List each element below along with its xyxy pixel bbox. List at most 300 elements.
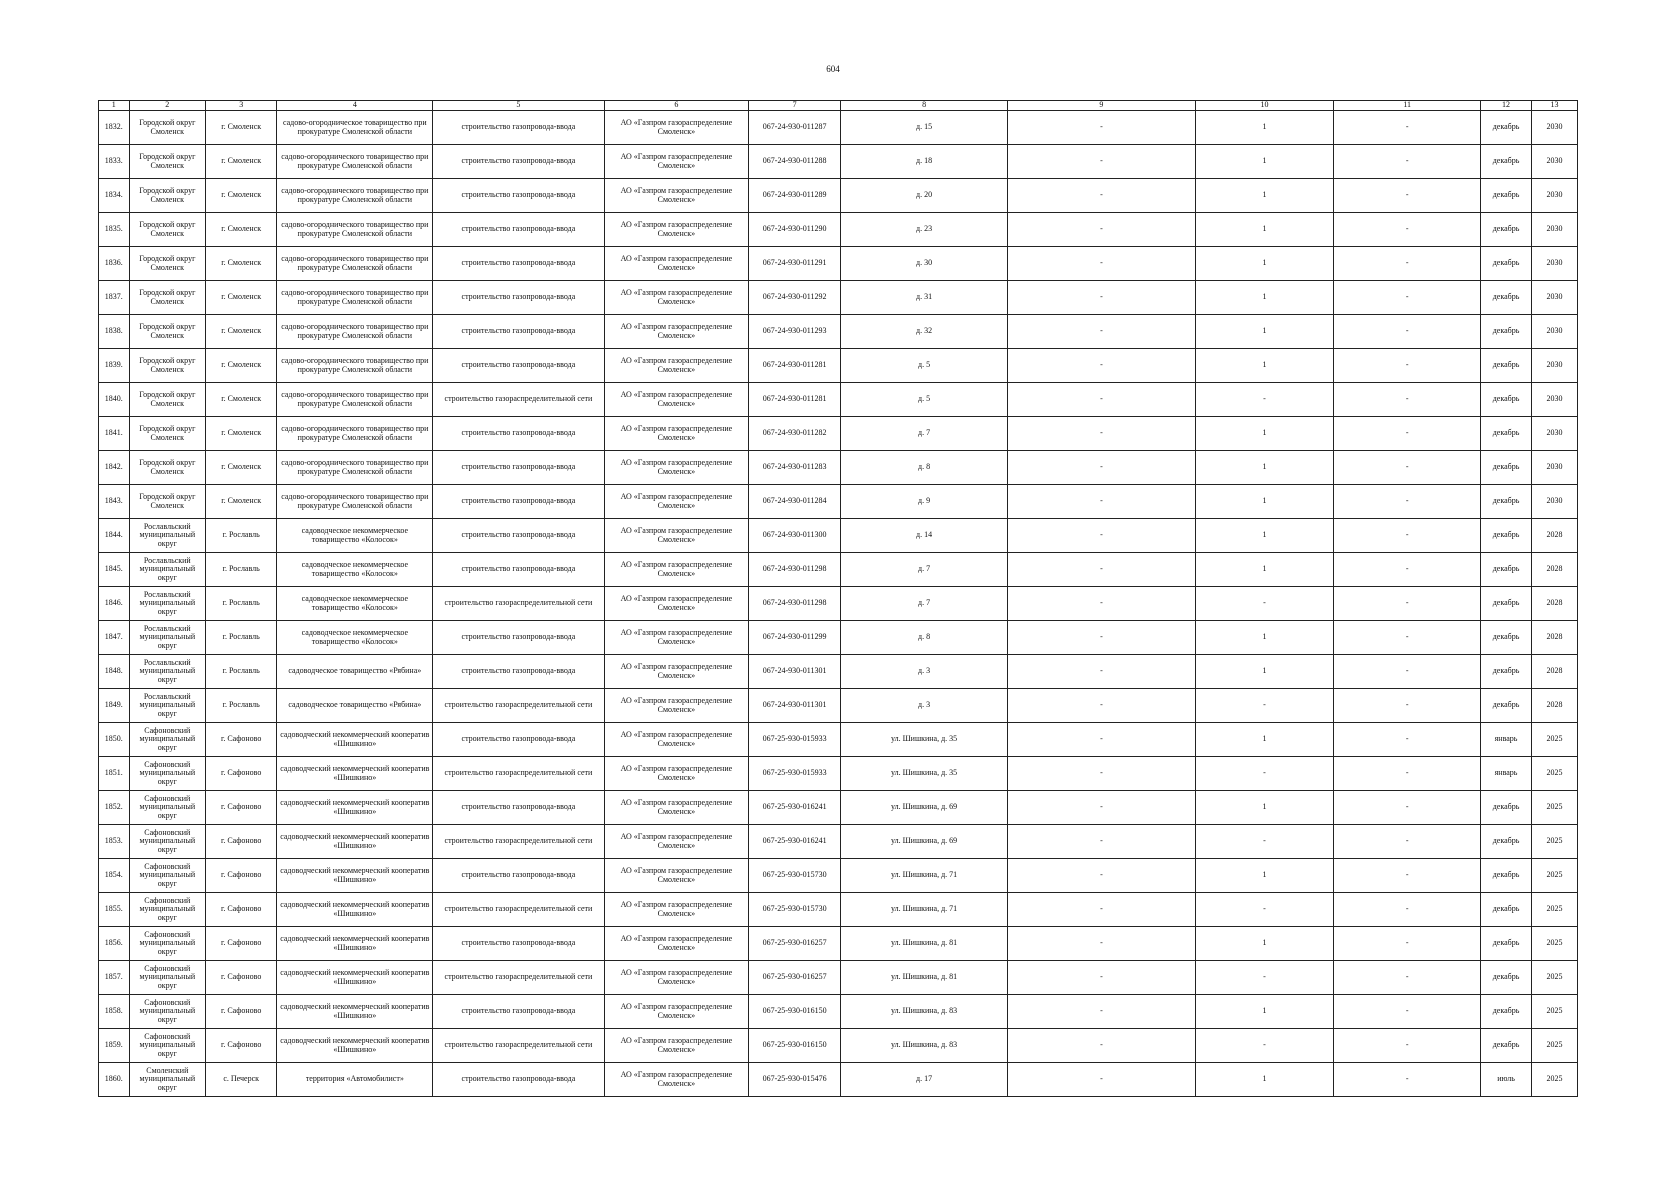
table-cell: 067-25-930-016150 (749, 995, 841, 1029)
table-cell: Рославльский муниципальный округ (129, 655, 205, 689)
table-cell: - (1195, 757, 1334, 791)
table-cell: садово-огороднического товарищество при прокуратуре Смоленской области (277, 417, 433, 451)
table-cell: строительство газопровода-ввода (433, 1063, 604, 1097)
table-cell: строительство газопровода-ввода (433, 655, 604, 689)
table-cell: - (1008, 417, 1196, 451)
table-cell: - (1008, 213, 1196, 247)
table-cell: - (1334, 145, 1481, 179)
table-row (99, 587, 1578, 621)
table-row (99, 893, 1578, 927)
table-cell: г. Смоленск (206, 111, 277, 145)
table-cell: 2030 (1532, 485, 1578, 519)
table-cell: - (1334, 1029, 1481, 1063)
table-cell: АО «Газпром газораспределение Смоленск» (604, 485, 749, 519)
table-cell: Городской округ Смоленск (129, 179, 205, 213)
table-cell: 067-24-930-011288 (749, 145, 841, 179)
table-cell: строительство газораспределительной сети (433, 587, 604, 621)
table-cell: - (1334, 893, 1481, 927)
table-row (99, 553, 1578, 587)
table-cell: - (1195, 383, 1334, 417)
table-cell: - (1008, 893, 1196, 927)
table-cell: - (1008, 689, 1196, 723)
table-cell: 2025 (1532, 1063, 1578, 1097)
table-cell: декабрь (1481, 417, 1532, 451)
table-cell: 1842. (99, 451, 130, 485)
table-cell: Городской округ Смоленск (129, 485, 205, 519)
table-cell: садоводческий некоммерческий кооператив «Шишкино» (277, 995, 433, 1029)
table-cell: 1 (1195, 621, 1334, 655)
table-cell: - (1334, 451, 1481, 485)
table-cell: 067-24-930-011281 (749, 349, 841, 383)
table-cell: 067-25-930-015730 (749, 893, 841, 927)
table-cell: 1837. (99, 281, 130, 315)
table-cell: АО «Газпром газораспределение Смоленск» (604, 247, 749, 281)
table-cell: д. 17 (841, 1063, 1008, 1097)
table-cell: 2028 (1532, 587, 1578, 621)
table-cell: г. Смоленск (206, 145, 277, 179)
table-cell: 2030 (1532, 383, 1578, 417)
table-cell: 067-24-930-011291 (749, 247, 841, 281)
table-row (99, 213, 1578, 247)
table-cell: - (1008, 859, 1196, 893)
table-cell: - (1008, 723, 1196, 757)
table-cell: - (1008, 621, 1196, 655)
table-cell: - (1334, 213, 1481, 247)
table-row (99, 1029, 1578, 1063)
table-cell: - (1195, 587, 1334, 621)
table-cell: строительство газопровода-ввода (433, 791, 604, 825)
table-cell: 067-24-930-011282 (749, 417, 841, 451)
table-cell: - (1334, 995, 1481, 1029)
table-cell: садово-огороднического товарищество при прокуратуре Смоленской области (277, 145, 433, 179)
column-header: 5 (433, 101, 604, 111)
table-cell: АО «Газпром газораспределение Смоленск» (604, 383, 749, 417)
table-cell: 067-24-930-011283 (749, 451, 841, 485)
table-cell: - (1195, 689, 1334, 723)
table-cell: декабрь (1481, 893, 1532, 927)
table-cell: г. Смоленск (206, 213, 277, 247)
table-cell: 067-25-930-015730 (749, 859, 841, 893)
table-cell: садово-огороднического товарищество при прокуратуре Смоленской области (277, 349, 433, 383)
table-cell: 2025 (1532, 961, 1578, 995)
table-cell: 1856. (99, 927, 130, 961)
table-cell: АО «Газпром газораспределение Смоленск» (604, 281, 749, 315)
table-cell: АО «Газпром газораспределение Смоленск» (604, 893, 749, 927)
table-cell: д. 3 (841, 689, 1008, 723)
table-cell: г. Смоленск (206, 281, 277, 315)
table-cell: 1847. (99, 621, 130, 655)
table-cell: Сафоновский муниципальный округ (129, 995, 205, 1029)
table-cell: Смоленский муниципальный округ (129, 1063, 205, 1097)
table-row (99, 1063, 1578, 1097)
table-cell: Городской округ Смоленск (129, 111, 205, 145)
table-cell: - (1008, 451, 1196, 485)
table-cell: ул. Шишкина, д. 81 (841, 927, 1008, 961)
table-cell: декабрь (1481, 655, 1532, 689)
table-cell: ул. Шишкина, д. 83 (841, 995, 1008, 1029)
table-cell: 2030 (1532, 111, 1578, 145)
table-cell: г. Сафоново (206, 791, 277, 825)
table-cell: д. 5 (841, 349, 1008, 383)
column-header: 10 (1195, 101, 1334, 111)
table-cell: декабрь (1481, 791, 1532, 825)
table-cell: строительство газопровода-ввода (433, 349, 604, 383)
table-cell: декабрь (1481, 1029, 1532, 1063)
table-cell: 1840. (99, 383, 130, 417)
table-cell: садоводческое некоммерческое товарищество «Колосок» (277, 519, 433, 553)
column-header: 12 (1481, 101, 1532, 111)
table-cell: - (1334, 417, 1481, 451)
table-cell: строительство газопровода-ввода (433, 621, 604, 655)
table-cell: 1 (1195, 417, 1334, 451)
column-header: 4 (277, 101, 433, 111)
table-cell: 2025 (1532, 791, 1578, 825)
table-cell: 1845. (99, 553, 130, 587)
table-cell: АО «Газпром газораспределение Смоленск» (604, 315, 749, 349)
column-header: 13 (1532, 101, 1578, 111)
table-cell: 067-24-930-011293 (749, 315, 841, 349)
table-cell: г. Смоленск (206, 485, 277, 519)
table-cell: г. Сафоново (206, 859, 277, 893)
table-cell: д. 14 (841, 519, 1008, 553)
table-cell: - (1334, 383, 1481, 417)
table-cell: январь (1481, 757, 1532, 791)
table-cell: АО «Газпром газораспределение Смоленск» (604, 825, 749, 859)
table-cell: г. Рославль (206, 655, 277, 689)
table-row (99, 859, 1578, 893)
table-cell: декабрь (1481, 383, 1532, 417)
table-cell: АО «Газпром газораспределение Смоленск» (604, 689, 749, 723)
table-cell: г. Рославль (206, 587, 277, 621)
table-row (99, 961, 1578, 995)
table-cell: декабрь (1481, 315, 1532, 349)
column-header: 2 (129, 101, 205, 111)
table-cell: 2030 (1532, 145, 1578, 179)
table-cell: ул. Шишкина, д. 69 (841, 825, 1008, 859)
table-row (99, 111, 1578, 145)
table-cell: - (1334, 655, 1481, 689)
column-header: 7 (749, 101, 841, 111)
table-cell: 1 (1195, 315, 1334, 349)
table-cell: АО «Газпром газораспределение Смоленск» (604, 655, 749, 689)
table-cell: Сафоновский муниципальный округ (129, 859, 205, 893)
table-row (99, 315, 1578, 349)
table-cell: - (1334, 621, 1481, 655)
table-row (99, 485, 1578, 519)
table-cell: АО «Газпром газораспределение Смоленск» (604, 961, 749, 995)
table-cell: садово-огороднического товарищество при прокуратуре Смоленской области (277, 315, 433, 349)
table-cell: - (1334, 315, 1481, 349)
table-cell: строительство газопровода-ввода (433, 451, 604, 485)
table-cell: 2030 (1532, 315, 1578, 349)
table-cell: 2028 (1532, 553, 1578, 587)
table-cell: 1 (1195, 485, 1334, 519)
table-cell: - (1334, 587, 1481, 621)
table-cell: 1 (1195, 349, 1334, 383)
table-cell: 1858. (99, 995, 130, 1029)
table-cell: - (1008, 247, 1196, 281)
table-cell: 1832. (99, 111, 130, 145)
table-cell: строительство газопровода-ввода (433, 995, 604, 1029)
table-cell: 1 (1195, 213, 1334, 247)
table-cell: 1846. (99, 587, 130, 621)
table-cell: 067-25-930-016257 (749, 927, 841, 961)
table-cell: строительство газораспределительной сети (433, 961, 604, 995)
table-cell: 2025 (1532, 995, 1578, 1029)
table-cell: АО «Газпром газораспределение Смоленск» (604, 145, 749, 179)
table-cell: - (1008, 315, 1196, 349)
table-cell: 1 (1195, 247, 1334, 281)
table-cell: Рославльский муниципальный округ (129, 553, 205, 587)
table-cell: 2028 (1532, 655, 1578, 689)
table-cell: 2030 (1532, 247, 1578, 281)
table-cell: садоводческий некоммерческий кооператив «Шишкино» (277, 791, 433, 825)
table-cell: - (1008, 553, 1196, 587)
table-cell: д. 9 (841, 485, 1008, 519)
table-cell: 067-24-930-011298 (749, 553, 841, 587)
table-cell: строительство газопровода-ввода (433, 145, 604, 179)
table-cell: 067-24-930-011281 (749, 383, 841, 417)
table-cell: - (1008, 587, 1196, 621)
table-cell: декабрь (1481, 451, 1532, 485)
table-cell: 067-24-930-011287 (749, 111, 841, 145)
table-cell: 2025 (1532, 893, 1578, 927)
table-cell: 2030 (1532, 281, 1578, 315)
table-cell: - (1008, 995, 1196, 1029)
table-cell: декабрь (1481, 689, 1532, 723)
table-cell: 1 (1195, 995, 1334, 1029)
table-cell: садово-огородническое товарищество при прокуратуре Смоленской области (277, 111, 433, 145)
table-cell: садоводческое некоммерческое товарищество «Колосок» (277, 553, 433, 587)
table-cell: 1 (1195, 145, 1334, 179)
table-cell: 2030 (1532, 179, 1578, 213)
table-cell: - (1195, 893, 1334, 927)
table-cell: 1843. (99, 485, 130, 519)
table-cell: садово-огороднического товарищество при прокуратуре Смоленской области (277, 485, 433, 519)
table-cell: - (1008, 927, 1196, 961)
table-cell: садоводческое некоммерческое товарищество «Колосок» (277, 621, 433, 655)
table-cell: 067-24-930-011300 (749, 519, 841, 553)
table-cell: строительство газопровода-ввода (433, 927, 604, 961)
column-header: 11 (1334, 101, 1481, 111)
table-cell: - (1334, 281, 1481, 315)
table-cell: 2030 (1532, 417, 1578, 451)
table-cell: 2025 (1532, 927, 1578, 961)
table-cell: ул. Шишкина, д. 83 (841, 1029, 1008, 1063)
table-cell: - (1008, 111, 1196, 145)
table-cell: садово-огороднического товарищество при прокуратуре Смоленской области (277, 179, 433, 213)
table-cell: 067-24-930-011290 (749, 213, 841, 247)
table-cell: - (1195, 961, 1334, 995)
table-cell: 2028 (1532, 621, 1578, 655)
table-cell: ул. Шишкина, д. 69 (841, 791, 1008, 825)
table-cell: территория «Автомобилист» (277, 1063, 433, 1097)
table-cell: декабрь (1481, 179, 1532, 213)
table-row (99, 927, 1578, 961)
column-header: 6 (604, 101, 749, 111)
table-cell: 067-25-930-015476 (749, 1063, 841, 1097)
table-cell: Городской округ Смоленск (129, 383, 205, 417)
table-cell: строительство газопровода-ввода (433, 315, 604, 349)
table-cell: д. 32 (841, 315, 1008, 349)
table-cell: Сафоновский муниципальный округ (129, 961, 205, 995)
table-cell: 067-24-930-011298 (749, 587, 841, 621)
table-cell: - (1334, 111, 1481, 145)
table-row (99, 757, 1578, 791)
table-cell: 067-25-930-015933 (749, 757, 841, 791)
table-cell: - (1008, 179, 1196, 213)
table-cell: г. Сафоново (206, 961, 277, 995)
table-cell: АО «Газпром газораспределение Смоленск» (604, 179, 749, 213)
table-cell: Сафоновский муниципальный округ (129, 757, 205, 791)
table-cell: декабрь (1481, 927, 1532, 961)
table-cell: 1 (1195, 1063, 1334, 1097)
table-cell: д. 7 (841, 417, 1008, 451)
table-cell: - (1334, 349, 1481, 383)
table-cell: 2025 (1532, 1029, 1578, 1063)
table-cell: июль (1481, 1063, 1532, 1097)
table-cell: 2025 (1532, 723, 1578, 757)
table-cell: 1839. (99, 349, 130, 383)
table-cell: Сафоновский муниципальный округ (129, 927, 205, 961)
table-cell: г. Смоленск (206, 247, 277, 281)
table-row (99, 995, 1578, 1029)
table-cell: садоводческий некоммерческий кооператив «Шишкино» (277, 927, 433, 961)
table-cell: 2025 (1532, 859, 1578, 893)
table-cell: г. Рославль (206, 553, 277, 587)
table-cell: АО «Газпром газораспределение Смоленск» (604, 1029, 749, 1063)
table-cell: 1 (1195, 859, 1334, 893)
table-cell: - (1334, 961, 1481, 995)
table-row (99, 179, 1578, 213)
table-row (99, 417, 1578, 451)
table-cell: д. 3 (841, 655, 1008, 689)
table-cell: 1 (1195, 927, 1334, 961)
table-cell: ул. Шишкина, д. 35 (841, 757, 1008, 791)
table-cell: Городской округ Смоленск (129, 451, 205, 485)
table-cell: Городской округ Смоленск (129, 315, 205, 349)
table-cell: г. Смоленск (206, 179, 277, 213)
table-cell: г. Смоленск (206, 451, 277, 485)
table-cell: ул. Шишкина, д. 71 (841, 859, 1008, 893)
table-cell: декабрь (1481, 825, 1532, 859)
table-cell: г. Рославль (206, 519, 277, 553)
table-cell: садово-огороднического товарищество при прокуратуре Смоленской области (277, 247, 433, 281)
table-cell: 067-24-930-011289 (749, 179, 841, 213)
table-cell: строительство газораспределительной сети (433, 825, 604, 859)
table-row (99, 451, 1578, 485)
table-cell: АО «Газпром газораспределение Смоленск» (604, 859, 749, 893)
table-cell: строительство газопровода-ввода (433, 281, 604, 315)
table-cell: г. Сафоново (206, 723, 277, 757)
table-cell: д. 7 (841, 587, 1008, 621)
table-cell: - (1334, 791, 1481, 825)
table-cell: - (1008, 1029, 1196, 1063)
table-cell: - (1334, 247, 1481, 281)
table-cell: декабрь (1481, 519, 1532, 553)
table-cell: Городской округ Смоленск (129, 213, 205, 247)
table-row (99, 621, 1578, 655)
table-cell: декабрь (1481, 995, 1532, 1029)
table-cell: Городской округ Смоленск (129, 417, 205, 451)
table-cell: садоводческий некоммерческий кооператив «Шишкино» (277, 961, 433, 995)
table-cell: Сафоновский муниципальный округ (129, 825, 205, 859)
table-cell: 1833. (99, 145, 130, 179)
table-cell: ул. Шишкина, д. 35 (841, 723, 1008, 757)
table-cell: 1835. (99, 213, 130, 247)
table-cell: 1 (1195, 655, 1334, 689)
table-cell: - (1008, 485, 1196, 519)
table-header (99, 101, 1578, 111)
table-cell: АО «Газпром газораспределение Смоленск» (604, 111, 749, 145)
table-cell: 067-24-930-011284 (749, 485, 841, 519)
table-cell: - (1334, 519, 1481, 553)
table-cell: 067-24-930-011292 (749, 281, 841, 315)
table-cell: 1838. (99, 315, 130, 349)
table-cell: - (1334, 179, 1481, 213)
table-cell: 2025 (1532, 757, 1578, 791)
table-cell: - (1334, 1063, 1481, 1097)
table-row (99, 825, 1578, 859)
table-cell: декабрь (1481, 349, 1532, 383)
table-cell: - (1008, 281, 1196, 315)
table-row (99, 247, 1578, 281)
table-cell: Городской округ Смоленск (129, 349, 205, 383)
table-row (99, 349, 1578, 383)
table-cell: 1859. (99, 1029, 130, 1063)
table-row (99, 383, 1578, 417)
table-cell: Городской округ Смоленск (129, 247, 205, 281)
table-cell: декабрь (1481, 621, 1532, 655)
table-cell: - (1008, 349, 1196, 383)
table-cell: строительство газопровода-ввода (433, 723, 604, 757)
table-cell: с. Печерск (206, 1063, 277, 1097)
table-cell: АО «Газпром газораспределение Смоленск» (604, 621, 749, 655)
table-cell: 067-25-930-016150 (749, 1029, 841, 1063)
table-cell: Городской округ Смоленск (129, 281, 205, 315)
table-cell: 1 (1195, 723, 1334, 757)
table-cell: 1860. (99, 1063, 130, 1097)
table-row (99, 791, 1578, 825)
table-cell: 2028 (1532, 519, 1578, 553)
table-cell: - (1008, 791, 1196, 825)
table-cell: д. 23 (841, 213, 1008, 247)
table-cell: г. Рославль (206, 689, 277, 723)
table-cell: 1844. (99, 519, 130, 553)
table-cell: строительство газопровода-ввода (433, 111, 604, 145)
table-cell: садово-огороднического товарищество при прокуратуре Смоленской области (277, 383, 433, 417)
table-cell: АО «Газпром газораспределение Смоленск» (604, 995, 749, 1029)
table-cell: садоводческий некоммерческий кооператив «Шишкино» (277, 893, 433, 927)
table-cell: Сафоновский муниципальный округ (129, 723, 205, 757)
table-cell: садоводческое некоммерческое товарищество «Колосок» (277, 587, 433, 621)
table-cell: 2025 (1532, 825, 1578, 859)
table-cell: г. Сафоново (206, 825, 277, 859)
table-cell: д. 18 (841, 145, 1008, 179)
table-cell: 1850. (99, 723, 130, 757)
table-cell: - (1334, 689, 1481, 723)
table-row (99, 655, 1578, 689)
table-cell: 1 (1195, 111, 1334, 145)
table-cell: АО «Газпром газораспределение Смоленск» (604, 587, 749, 621)
table-cell: 1 (1195, 179, 1334, 213)
table-cell: строительство газопровода-ввода (433, 859, 604, 893)
table-cell: 1 (1195, 451, 1334, 485)
table-cell: строительство газораспределительной сети (433, 383, 604, 417)
table-cell: 2030 (1532, 349, 1578, 383)
table-cell: г. Смоленск (206, 349, 277, 383)
table-cell: - (1195, 1029, 1334, 1063)
